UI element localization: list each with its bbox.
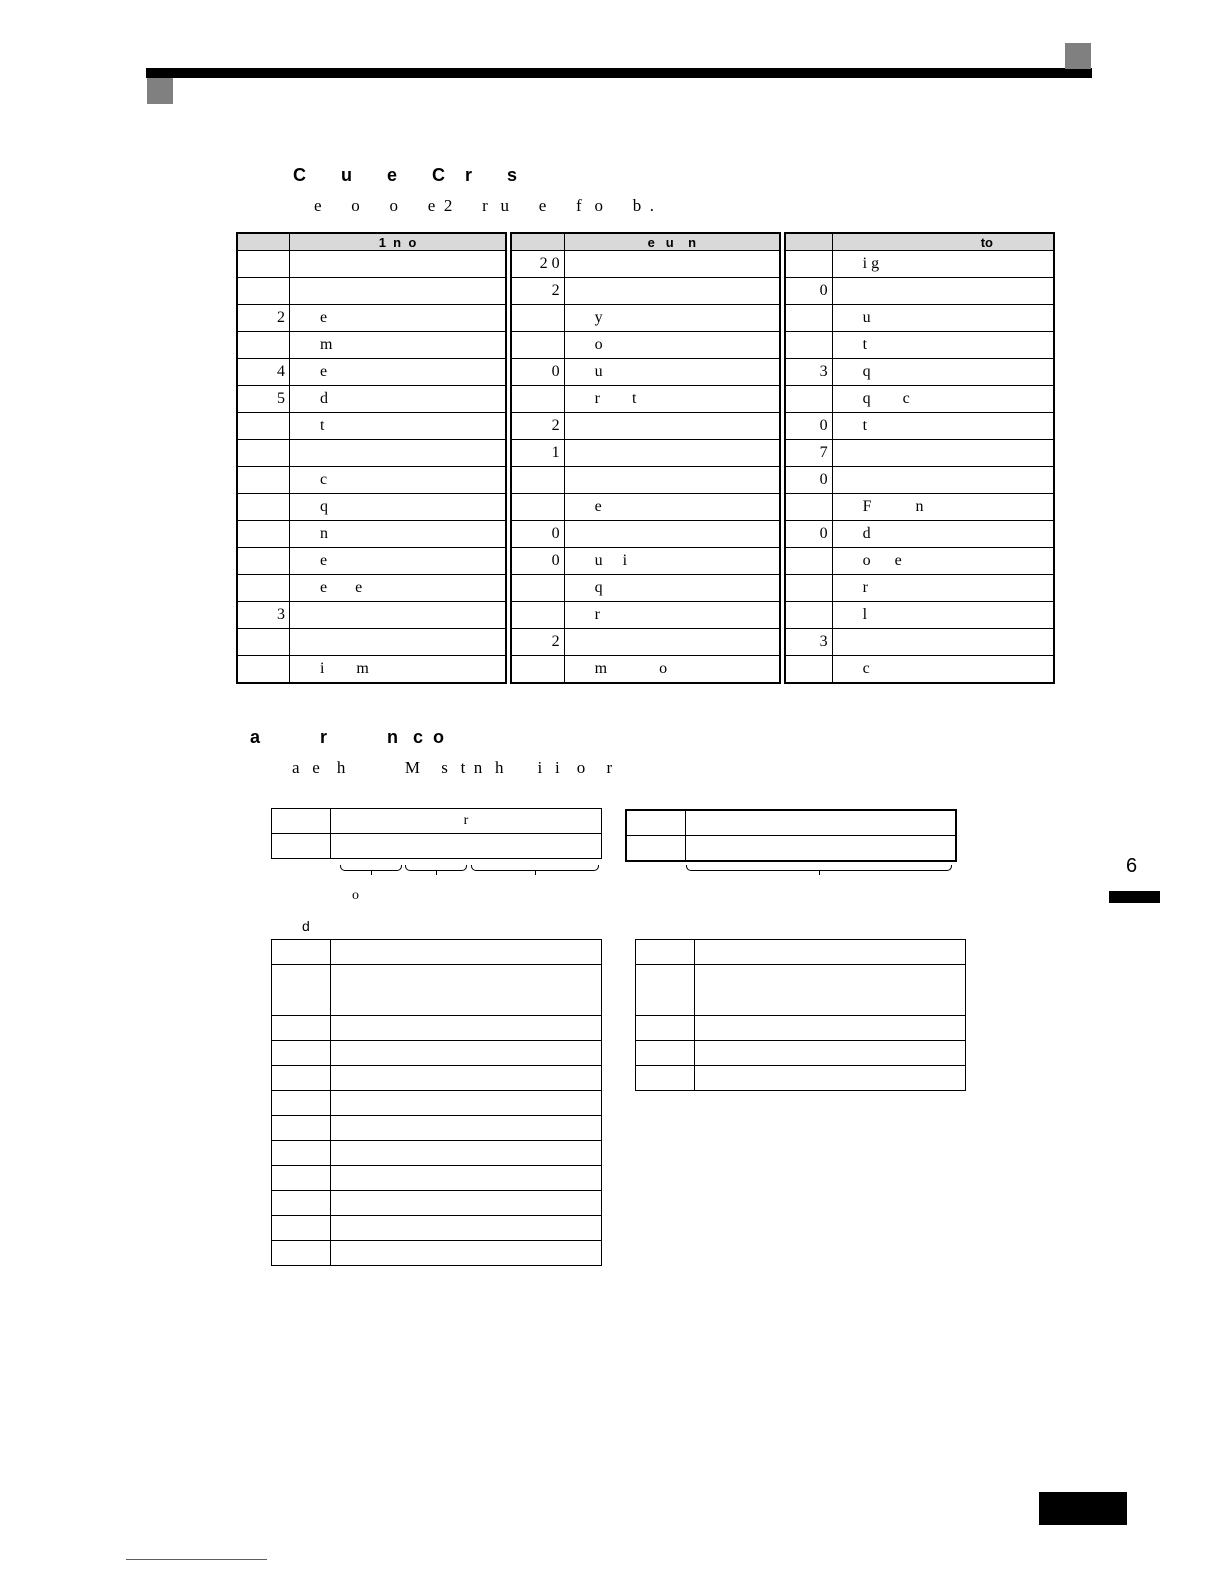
param-number-cell (511, 494, 564, 521)
table-row (237, 656, 506, 684)
param-number-cell: 2 (237, 305, 289, 332)
param-number-cell (511, 656, 564, 684)
table-row (785, 413, 1054, 440)
frame-right (625, 809, 957, 862)
param-name-cell: o (564, 332, 780, 359)
param-number-cell: 2 (511, 413, 564, 440)
table-row (511, 332, 780, 359)
param-name-cell: e (564, 494, 780, 521)
code-table-right (635, 939, 966, 1091)
table-row (785, 305, 1054, 332)
table-row (785, 440, 1054, 467)
param-name-cell (289, 629, 506, 656)
param-name-cell: q (289, 494, 506, 521)
param-number-cell (785, 656, 832, 684)
param-name-cell: t (289, 413, 506, 440)
param-name-cell (564, 521, 780, 548)
table-row (237, 332, 506, 359)
table-row (511, 251, 780, 278)
table-part-3 (784, 232, 1055, 684)
section-heading: a r n c o (250, 727, 445, 747)
table-row (511, 440, 780, 467)
table-row (785, 521, 1054, 548)
header-rule (146, 68, 1092, 78)
param-name-cell: d (289, 386, 506, 413)
table-row (785, 251, 1054, 278)
table-row (237, 602, 506, 629)
param-number-cell (785, 602, 832, 629)
param-name-cell: q (564, 575, 780, 602)
param-name-cell (289, 440, 506, 467)
param-name-cell: t (832, 332, 1054, 359)
footer-link-underline[interactable] (126, 1559, 267, 1560)
table-row (511, 305, 780, 332)
table-part-1 (236, 232, 507, 684)
section-intro: e o o e 2 r u e f o b . (314, 196, 654, 215)
header-marker-left (147, 78, 173, 104)
param-number-cell (785, 305, 832, 332)
frame-note: o (352, 888, 359, 903)
param-name-cell: c (289, 467, 506, 494)
param-name-cell: m (289, 332, 506, 359)
table-row (785, 548, 1054, 575)
param-number-cell: 2 (511, 278, 564, 305)
header-marker-right (1065, 43, 1091, 69)
brace (340, 865, 402, 871)
param-name-cell: i g (832, 251, 1054, 278)
param-name-cell (832, 440, 1054, 467)
table-row (237, 278, 506, 305)
param-name-cell: u (832, 305, 1054, 332)
param-name-cell: q (832, 359, 1054, 386)
brace (471, 865, 599, 871)
table-row (511, 494, 780, 521)
header-cell (785, 233, 832, 251)
table-row (237, 359, 506, 386)
param-number-cell (511, 332, 564, 359)
table-row (511, 656, 780, 684)
sub-label: d (302, 918, 310, 934)
param-name-cell: q c (832, 386, 1054, 413)
param-number-cell: 3 (785, 629, 832, 656)
param-number-cell: 2 (511, 629, 564, 656)
chapter-tab (1109, 891, 1160, 903)
param-number-cell (237, 332, 289, 359)
param-number-cell: 1 (511, 440, 564, 467)
param-name-cell: e (289, 305, 506, 332)
table-row (237, 440, 506, 467)
param-number-cell: 0 (785, 521, 832, 548)
brace (405, 865, 467, 871)
table-row (511, 629, 780, 656)
table-row (511, 278, 780, 305)
param-name-cell (564, 413, 780, 440)
param-number-cell: 0 (511, 359, 564, 386)
table-row (785, 494, 1054, 521)
table-row (237, 305, 506, 332)
param-number-cell (237, 440, 289, 467)
param-number-cell: 0 (511, 521, 564, 548)
frame-cell: r (331, 809, 602, 834)
header-cell (511, 233, 564, 251)
param-number-cell: 2 0 (511, 251, 564, 278)
table-row (237, 575, 506, 602)
param-name-cell (289, 602, 506, 629)
code-table-left (271, 939, 602, 1266)
param-name-cell: e e (289, 575, 506, 602)
param-name-cell: e (289, 548, 506, 575)
table-row (237, 467, 506, 494)
param-number-cell (237, 278, 289, 305)
table-row (237, 386, 506, 413)
param-name-cell: r (564, 602, 780, 629)
header-cell: e u n (564, 233, 780, 251)
param-number-cell (785, 332, 832, 359)
param-name-cell (832, 278, 1054, 305)
param-number-cell (237, 251, 289, 278)
table-part-2 (510, 232, 781, 684)
table-row (511, 386, 780, 413)
param-number-cell: 7 (785, 440, 832, 467)
param-number-cell (237, 467, 289, 494)
table-row (511, 602, 780, 629)
param-number-cell (237, 656, 289, 684)
table-row (237, 251, 506, 278)
param-name-cell (564, 278, 780, 305)
table-row (237, 629, 506, 656)
table-row (785, 467, 1054, 494)
param-number-cell (511, 575, 564, 602)
param-name-cell: F n (832, 494, 1054, 521)
section-heading: C u e C r s (293, 165, 518, 185)
table-row (511, 575, 780, 602)
header-cell: 1 n o (289, 233, 506, 251)
table-row (237, 548, 506, 575)
param-name-cell: d (832, 521, 1054, 548)
frame-left (271, 808, 602, 859)
param-name-cell: r (832, 575, 1054, 602)
table-row (785, 332, 1054, 359)
param-number-cell (511, 386, 564, 413)
table-row (785, 359, 1054, 386)
table-row (785, 602, 1054, 629)
brace (686, 865, 952, 871)
param-number-cell (511, 602, 564, 629)
param-name-cell: t (832, 413, 1054, 440)
table-row (511, 521, 780, 548)
param-number-cell (511, 305, 564, 332)
param-name-cell (564, 467, 780, 494)
param-number-cell: 4 (237, 359, 289, 386)
param-number-cell (237, 413, 289, 440)
param-number-cell: 5 (237, 386, 289, 413)
param-name-cell (564, 440, 780, 467)
param-name-cell: i m (289, 656, 506, 684)
page-number-box (1039, 1492, 1127, 1525)
table-row (511, 413, 780, 440)
param-number-cell (785, 386, 832, 413)
param-name-cell: r t (564, 386, 780, 413)
param-number-cell (237, 521, 289, 548)
table-row (237, 494, 506, 521)
table-row (785, 386, 1054, 413)
param-number-cell (511, 467, 564, 494)
chapter-number: 6 (1126, 855, 1138, 877)
table-row (511, 467, 780, 494)
param-name-cell (832, 629, 1054, 656)
param-name-cell (289, 278, 506, 305)
param-name-cell: u (564, 359, 780, 386)
param-number-cell (785, 548, 832, 575)
param-number-cell: 0 (785, 413, 832, 440)
param-name-cell: u i (564, 548, 780, 575)
section-intro: a e h M s t n h i i o r (292, 758, 613, 777)
param-name-cell: e (289, 359, 506, 386)
table-row (511, 548, 780, 575)
param-number-cell (237, 494, 289, 521)
param-number-cell (237, 548, 289, 575)
header-cell: to (832, 233, 1054, 251)
header-cell (237, 233, 289, 251)
param-name-cell: m o (564, 656, 780, 684)
param-name-cell (564, 251, 780, 278)
param-name-cell: n (289, 521, 506, 548)
param-name-cell: l (832, 602, 1054, 629)
param-name-cell (832, 467, 1054, 494)
param-number-cell (785, 251, 832, 278)
table-row (785, 629, 1054, 656)
table-row (237, 413, 506, 440)
param-number-cell: 0 (785, 467, 832, 494)
param-number-cell (785, 575, 832, 602)
param-name-cell: o e (832, 548, 1054, 575)
param-number-cell (785, 494, 832, 521)
table-row (511, 359, 780, 386)
param-name-cell (564, 629, 780, 656)
param-number-cell: 0 (785, 278, 832, 305)
param-number-cell: 3 (237, 602, 289, 629)
param-number-cell (237, 575, 289, 602)
param-number-cell: 3 (785, 359, 832, 386)
param-name-cell: y (564, 305, 780, 332)
param-number-cell (237, 629, 289, 656)
table-row (785, 575, 1054, 602)
param-name-cell (289, 251, 506, 278)
table-row (785, 656, 1054, 684)
table-row (237, 521, 506, 548)
param-name-cell: c (832, 656, 1054, 684)
param-number-cell: 0 (511, 548, 564, 575)
table-row (785, 278, 1054, 305)
